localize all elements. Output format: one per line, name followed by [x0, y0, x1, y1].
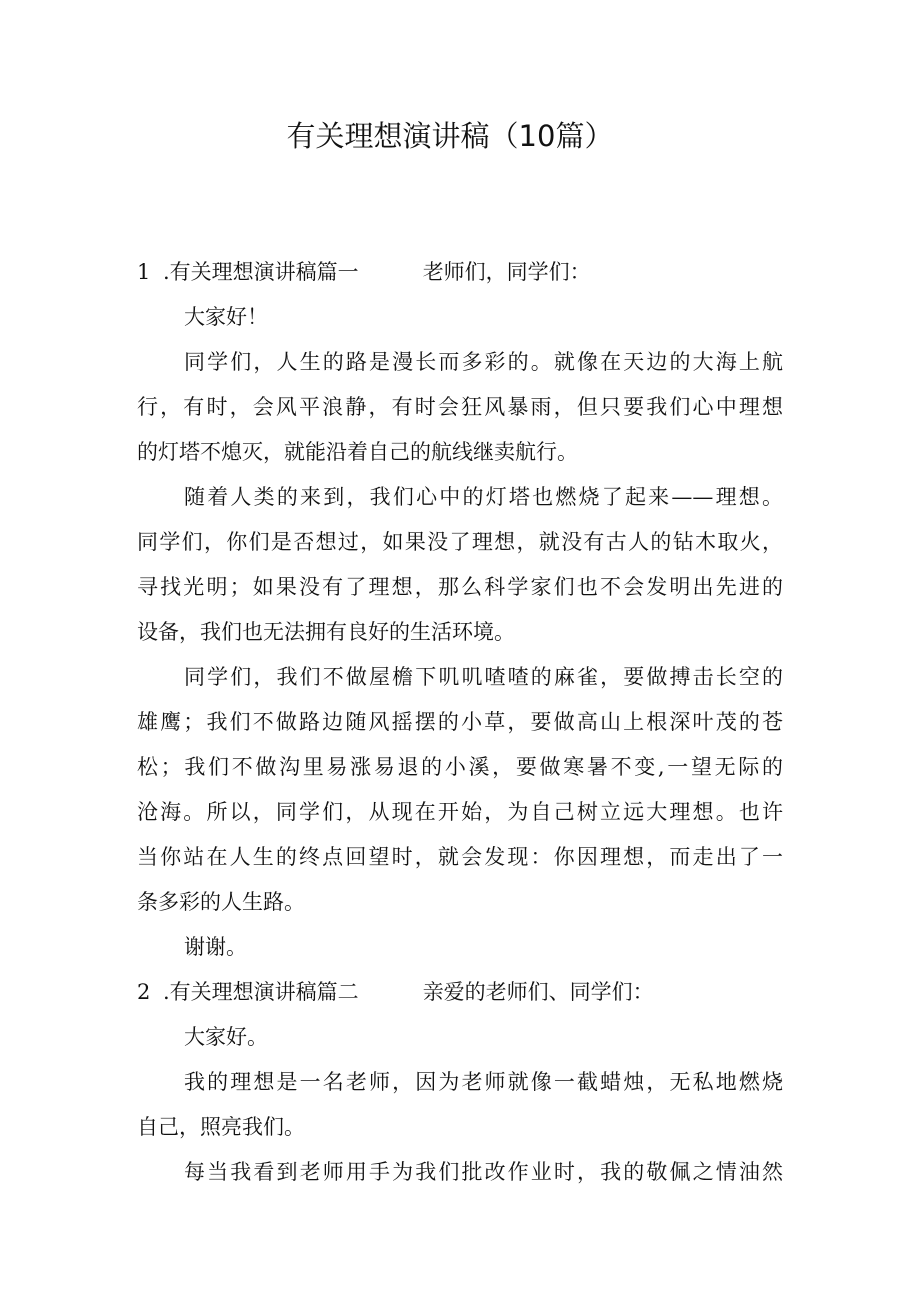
paragraph-line: 同学们，我们不做屋檐下叽叽喳喳的麻雀，要做搏击长空的 [184, 665, 783, 689]
paragraph-line: 同学们，你们是否想过，如果没了理想，就没有古人的钻木取火， [137, 530, 783, 554]
document-body [137, 250, 783, 1195]
paragraph-line: 随着人类的来到，我们心中的灯塔也燃烧了起来——理想。 [184, 485, 783, 509]
document-title: 有关理想演讲稿（10篇） [286, 119, 614, 153]
paragraph-line: 谢谢。 [184, 935, 247, 959]
paragraph-line: 设备，我们也无法拥有良好的生活环境。 [137, 620, 515, 644]
section-title: .有关理想演讲稿篇一 [163, 260, 359, 284]
paragraph-line: 的灯塔不熄灭，就能沿着自己的航线继卖航行。 [137, 440, 578, 464]
paragraph-line: 当你站在人生的终点回望时，就会发现：你因理想，而走出了一 [137, 845, 783, 869]
paragraph-line: 大家好！ [184, 305, 268, 329]
section-heading [137, 970, 783, 1015]
section-heading [137, 250, 783, 295]
section-number: 1 [137, 260, 151, 284]
paragraph-line: 自己，照亮我们。 [137, 1115, 305, 1139]
paragraph-line: 每当我看到老师用手为我们批改作业时，我的敬佩之情油然 [184, 1160, 783, 1184]
section-number: 2 [137, 980, 151, 1004]
section-title: .有关理想演讲稿篇二 [163, 980, 359, 1004]
paragraph-line: 条多彩的人生路。 [137, 890, 305, 914]
section-salutation: 亲爱的老师们、同学们： [422, 980, 654, 1004]
paragraph-line: 同学们，人生的路是漫长而多彩的。就像在天边的大海上航 [184, 350, 783, 374]
paragraph-line: 寻找光明；如果没有了理想，那么科学家们也不会发明出先进的 [137, 575, 783, 599]
paragraph-line: 沧海。所以，同学们，从现在开始，为自己树立远大理想。也许 [137, 800, 783, 824]
paragraph-line: 松；我们不做沟里易涨易退的小溪，要做寒暑不变,一望无际的 [137, 755, 783, 779]
section-salutation: 老师们，同学们： [422, 260, 591, 284]
paragraph-line: 行，有时，会风平浪静，有时会狂风暴雨，但只要我们心中理想 [137, 395, 783, 419]
paragraph-line: 我的理想是一名老师，因为老师就像一截蜡烛，无私地燃烧 [184, 1070, 783, 1094]
paragraph-line: 雄鹰；我们不做路边随风摇摆的小草，要做高山上根深叶茂的苍 [137, 710, 783, 734]
paragraph-line: 大家好。 [184, 1025, 268, 1049]
